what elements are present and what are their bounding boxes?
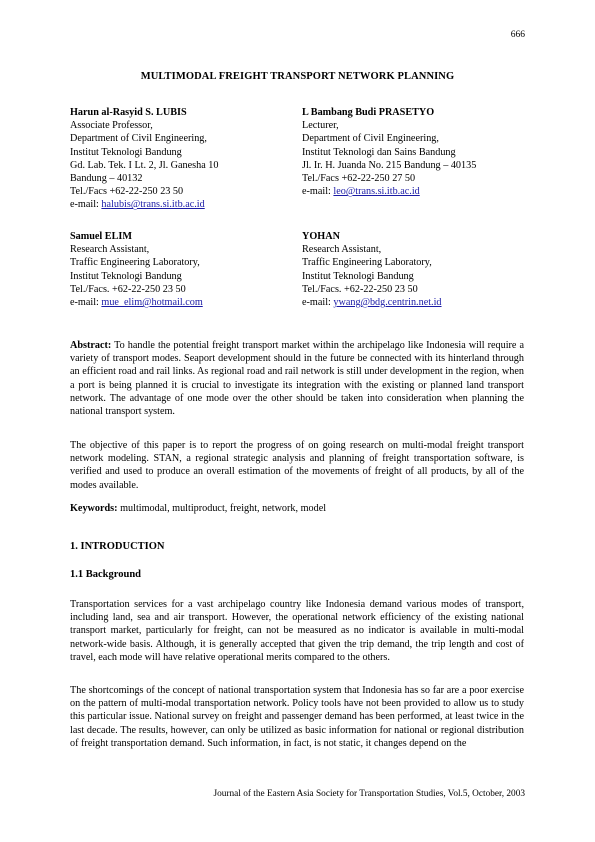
email-label: e-mail:	[70, 199, 102, 211]
subsection-heading: 1.1 Background	[70, 569, 141, 580]
author-line: Institut Teknologi Bandung	[70, 146, 182, 158]
email-label: e-mail:	[302, 186, 334, 198]
author-name: YOHAN	[302, 231, 340, 242]
abstract-paragraph-2: The objective of this paper is to report the progress of on going research on multi-modal freight transport network modeling. STAN, a regional strategic analysis and planning of freight transportation software, is verified and used to produce an overall estimation of the movements of freight of all products, by all of the modes available.	[70, 440, 524, 491]
author-line: Institut Teknologi dan Sains Bandung	[302, 146, 456, 158]
intro-paragraph-2: The shortcomings of the concept of national transportation system that Indonesia has so far are a poor exercise on the pattern of multi-modal transportation network. Policy tools have not been provided to allow us to study this particular issue. National survey on freight and passenger demand has been performed, at least twice in the last decade. The results, however, can only be utilized as basic information for national or regional distribution of freight transportation demand. Such information, in fact, is not static, it changes depend on the	[70, 685, 524, 749]
author-name: Samuel ELIM	[70, 231, 132, 242]
author-email-row	[70, 296, 203, 309]
author-line: Tel./Facs. +62-22-250 23 50	[70, 283, 186, 295]
email-label: e-mail:	[70, 297, 102, 309]
author-name: Harun al-Rasyid S. LUBIS	[70, 107, 187, 118]
author-line: Bandung – 40132	[70, 173, 143, 185]
author-block-2	[302, 106, 476, 198]
author-line: Lecturer,	[302, 120, 339, 132]
keywords-text: multimodal, multiproduct, freight, network, model	[117, 503, 327, 514]
abstract-paragraph	[70, 339, 524, 418]
keywords	[70, 502, 524, 515]
email-label: e-mail:	[302, 297, 334, 309]
author-block-4	[302, 230, 442, 309]
author-block-1	[70, 106, 218, 212]
keywords-label: Keywords:	[70, 503, 118, 514]
author-email-row	[70, 198, 218, 211]
author-block-3	[70, 230, 203, 309]
author-line: Tel./Facs +62-22-250 27 50	[302, 173, 416, 185]
author-line: Institut Teknologi Bandung	[302, 270, 414, 282]
author-line: Traffic Engineering Laboratory,	[302, 257, 432, 269]
abstract-label: Abstract:	[70, 340, 112, 351]
author-email-link[interactable]: mue_elim@hotmail.com	[101, 297, 203, 309]
author-line: Research Assistant,	[70, 244, 150, 256]
author-email-row	[302, 296, 442, 309]
author-line: Jl. Ir. H. Juanda No. 215 Bandung – 40135	[302, 159, 477, 171]
abstract-text: To handle the potential freight transport market within the archipelago like Indonesia will require a variety of transport modes. Seaport development should in the future be connected with its hinterland through an efficient road and rail links. As regional road and rail network is still under development in the region, when a port is being planned it is crucial to investigate its integration with the existing or planned land transport network. The advantage of one mode over the other should be taken into consideration when planning the national transport system.	[70, 340, 524, 418]
author-line: Gd. Lab. Tek. I Lt. 2, Jl. Ganesha 10	[70, 159, 219, 171]
author-line: Associate Professor,	[70, 120, 153, 132]
author-email-link[interactable]: ywang@bdg.centrin.net.id	[333, 297, 442, 309]
author-name: L Bambang Budi PRASETYO	[302, 107, 435, 118]
author-email-link[interactable]: halubis@trans.si.itb.ac.id	[101, 199, 205, 211]
author-line: Tel./Facs +62-22-250 23 50	[70, 186, 184, 198]
author-line: Department of Civil Engineering,	[302, 133, 439, 145]
author-line: Tel./Facs. +62-22-250 23 50	[302, 283, 418, 295]
author-line: Institut Teknologi Bandung	[70, 270, 182, 282]
author-line: Research Assistant,	[302, 244, 382, 256]
journal-footer: Journal of the Eastern Asia Society for Transportation Studies, Vol.5, October, 2003	[213, 789, 525, 799]
section-heading: 1. INTRODUCTION	[70, 541, 165, 552]
author-email-row	[302, 185, 476, 198]
author-line: Department of Civil Engineering,	[70, 133, 207, 145]
page-number: 666	[510, 30, 525, 40]
intro-paragraph-1: Transportation services for a vast archipelago country like Indonesia demand various modes of transport, including land, sea and air transport. However, the operational network efficiency of the existing national transport market, particularly for freight, can not be measured as no indicator is available in multi-modal network-wide basis. Although, it is generally accepted that given the trip demand, the trip length and cost of travel, each mode will have relative operational merits compared to the others.	[70, 599, 524, 663]
paper-title: MULTIMODAL FREIGHT TRANSPORT NETWORK PLANNING	[140, 71, 455, 82]
author-line: Traffic Engineering Laboratory,	[70, 257, 200, 269]
author-email-link[interactable]: leo@trans.si.itb.ac.id	[333, 186, 420, 198]
